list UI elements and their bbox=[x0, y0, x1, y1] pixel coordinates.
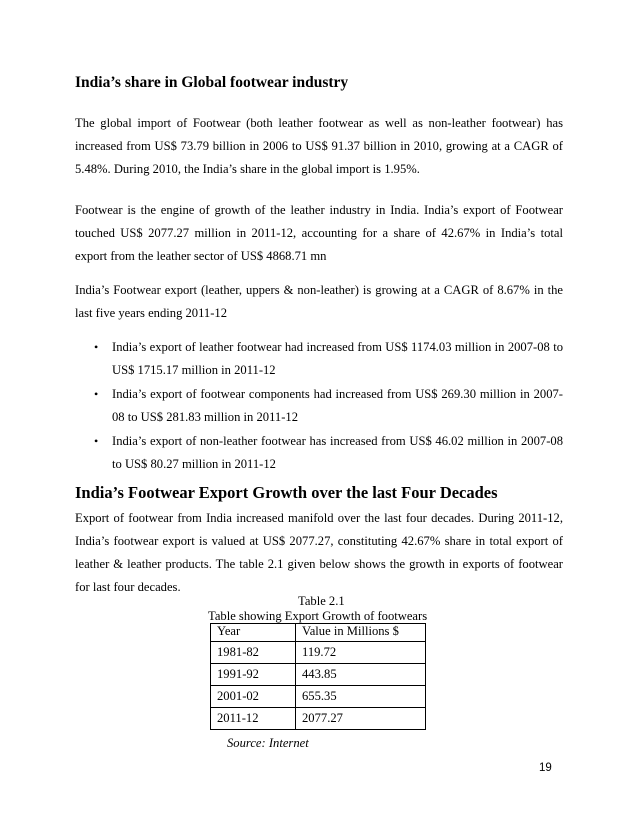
table-cell-year: 1991-92 bbox=[211, 664, 296, 686]
bullet-text: India’s export of non-leather footwear has increased from US$ 46.02 million in 2007-08 to US$ 80.27 million in 2011-12 bbox=[112, 434, 563, 471]
bullet-text: India’s export of leather footwear had increased from US$ 1174.03 million in 2007-08 to US$ 1715.17 million in 2011-12 bbox=[112, 340, 563, 377]
bullet-list bbox=[94, 336, 563, 477]
paragraph-global-import: The global import of Footwear (both leather footwear as well as non-leather footwear) has increased from US$ 73.79 billion in 2006 to US$ 91.37 billion in 2010, growing at a CAGR of 5.48%. During 2010, the India’s share in the global import is 1.95%. bbox=[75, 116, 563, 176]
section-heading-global-share: India’s share in Global footwear industry bbox=[75, 74, 349, 91]
list-item bbox=[94, 383, 563, 429]
bullet-icon: • bbox=[94, 434, 99, 448]
table-label: Table 2.1 bbox=[298, 594, 345, 608]
table-cell-value: 119.72 bbox=[296, 642, 426, 664]
bullet-icon: • bbox=[94, 387, 99, 401]
bullet-text: India’s export of footwear components had increased from US$ 269.30 million in 2007-08 to US$ 281.83 million in 2011-12 bbox=[112, 387, 563, 424]
table-cell-value: 655.35 bbox=[296, 686, 426, 708]
table-header-row bbox=[211, 624, 426, 642]
paragraph-export-growth: Export of footwear from India increased manifold over the last four decades. During 2011-12, India’s footwear export is valued at US$ 2077.27, constituting 42.67% share in total export of leather & leather products. The table 2.1 given below shows the growth in exports of footwear for last four decades. bbox=[75, 511, 563, 594]
table-row bbox=[211, 686, 426, 708]
section-heading-export-growth: India’s Footwear Export Growth over the last Four Decades bbox=[75, 483, 498, 502]
table-cell-year: 2001-02 bbox=[211, 686, 296, 708]
table-row bbox=[211, 664, 426, 686]
list-item bbox=[94, 430, 563, 476]
page-number: 19 bbox=[539, 762, 552, 774]
table-row bbox=[211, 708, 426, 730]
table-caption: Table showing Export Growth of footwears bbox=[208, 609, 428, 623]
paragraph-cagr: India’s Footwear export (leather, uppers & non-leather) is growing at a CAGR of 8.67% in the last five years ending 2011-12 bbox=[75, 283, 563, 320]
bullet-icon: • bbox=[94, 340, 99, 354]
table-cell-year: 1981-82 bbox=[211, 642, 296, 664]
table-row bbox=[211, 642, 426, 664]
table-cell-value: 443.85 bbox=[296, 664, 426, 686]
table-cell-value: 2077.27 bbox=[296, 708, 426, 730]
export-growth-table bbox=[210, 623, 426, 730]
table-source: Source: Internet bbox=[227, 736, 309, 750]
table-cell-year: 2011-12 bbox=[211, 708, 296, 730]
table-header-cell: Year bbox=[211, 624, 296, 642]
table-header-cell: Value in Millions $ bbox=[296, 624, 426, 642]
list-item bbox=[94, 336, 563, 382]
paragraph-engine-of-growth: Footwear is the engine of growth of the leather industry in India. India’s export of Footwear touched US$ 2077.27 million in 2011-12, accounting for a share of 42.67% in India’s total export from the leather sector of US$ 4868.71 mn bbox=[75, 203, 563, 263]
